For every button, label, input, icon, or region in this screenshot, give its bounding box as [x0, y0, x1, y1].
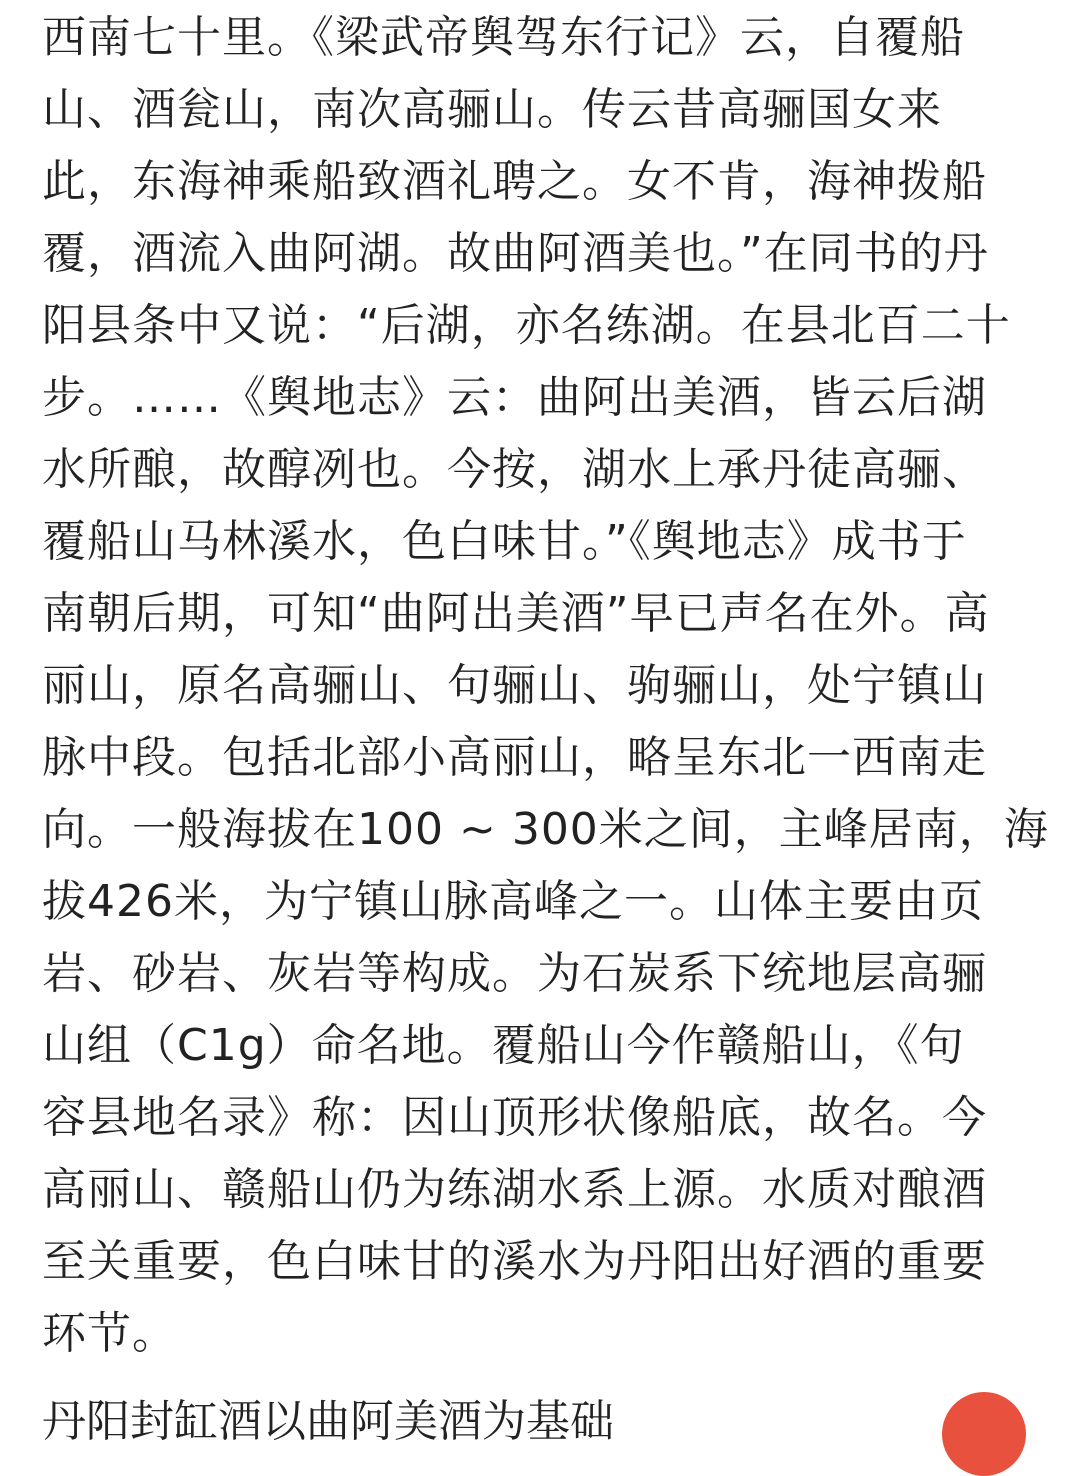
article-line-cut-off: 丹阳封缸酒以曲阿美酒为基础: [42, 1396, 614, 1447]
article-line: 西南七十里。《梁武帝舆驾东行记》云，自覆船: [42, 12, 965, 63]
article-line: 南朝后期，可知“曲阿出美酒”早已声名在外。高: [42, 588, 990, 639]
article-line: 步。……《舆地志》云：曲阿出美酒，皆云后湖: [42, 372, 987, 423]
article-line: 岩、砂岩、灰岩等构成。为石炭系下统地层高骊: [42, 948, 987, 999]
article-line: 高丽山、赣船山仍为练湖水系上源。水质对酿酒: [42, 1164, 987, 1215]
floating-action-button[interactable]: [942, 1392, 1026, 1476]
article-line: 向。一般海拔在100 ~ 300米之间，主峰居南，海: [42, 804, 1049, 855]
article-line: 水所酿，故醇冽也。今按，湖水上承丹徒高骊、: [42, 444, 987, 495]
article-line: 山组（C1g）命名地。覆船山今作赣船山，《句: [42, 1020, 965, 1071]
article-line: 阳县条中又说：“后湖，亦名练湖。在县北百二十: [42, 300, 1011, 351]
article-body: [42, 2, 1049, 1370]
article-line: 脉中段。包括北部小高丽山，略呈东北一西南走: [42, 732, 987, 783]
article-line: 覆船山马林溪水，色白味甘。”《舆地志》成书于: [42, 516, 967, 567]
article-line: 山、酒瓮山，南次高骊山。传云昔高骊国女来: [42, 84, 942, 135]
article-line: 至关重要，色白味甘的溪水为丹阳出好酒的重要: [42, 1236, 987, 1287]
article-line: 丽山，原名高骊山、句骊山、驹骊山，处宁镇山: [42, 660, 987, 711]
article-line: 环节。: [42, 1308, 177, 1359]
article-line: 容县地名录》称：因山顶形状像船底，故名。今: [42, 1092, 987, 1143]
article-line: 拔426米，为宁镇山脉高峰之一。山体主要由页: [42, 876, 984, 927]
article-line: 覆，酒流入曲阿湖。故曲阿酒美也。”在同书的丹: [42, 228, 989, 279]
article-line: 此，东海神乘船致酒礼聘之。女不肯，海神拨船: [42, 156, 987, 207]
